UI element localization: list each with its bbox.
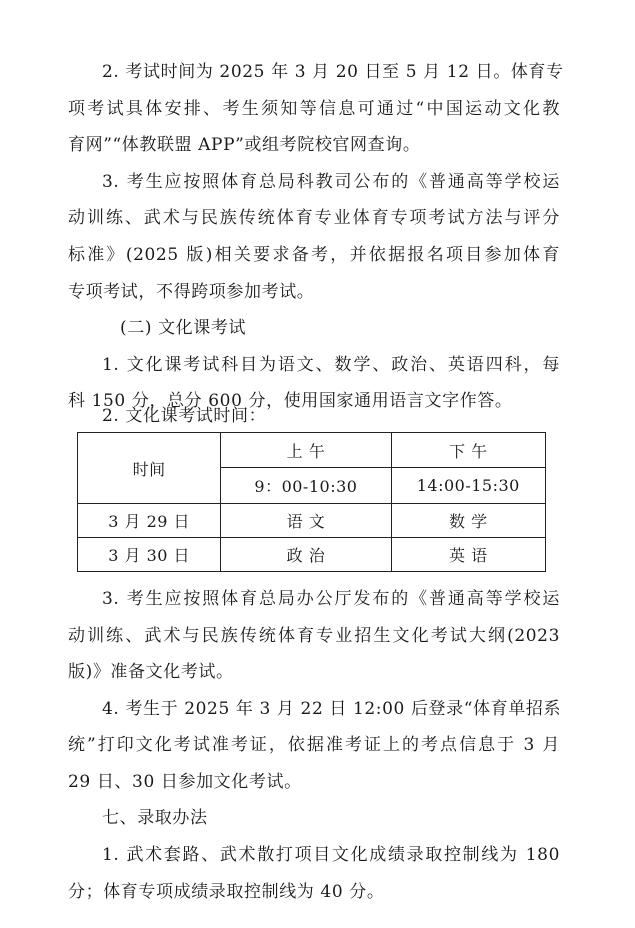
text-line: 版)》准备文化考试。 [68, 662, 234, 682]
table-cell-pm: 数 学 [391, 504, 545, 538]
text-line: 科 150 分，总分 600 分，使用国家通用语言文字作答。 [68, 391, 513, 411]
table-cell-am: 政 治 [221, 538, 391, 572]
table-cell-date: 3 月 30 日 [78, 538, 221, 572]
table-header-am: 上 午 [221, 433, 391, 468]
table-cell-date: 3 月 29 日 [78, 504, 221, 538]
text-line: 2. 文化课考试时间： [102, 406, 267, 426]
table-header-pm-time: 14:00-15:30 [391, 468, 545, 504]
text-line: 1. 文化课考试科目为语文、数学、政治、英语四科，每 [102, 355, 560, 375]
text-line: 3. 考生应按照体育总局科教司公布的《普通高等学校运 [102, 172, 560, 192]
section-heading: 七、录取办法 [102, 808, 208, 828]
text-line: 29 日、30 日参加文化考试。 [68, 772, 302, 792]
table-header-pm: 下 午 [391, 433, 545, 468]
text-line: 项考试具体安排、考生须知等信息可通过“中国运动文化教 [68, 99, 560, 119]
table-header-am-time: 9：00-10:30 [221, 468, 391, 504]
text-line: 分；体育专项成绩录取控制线为 40 分。 [68, 882, 385, 902]
text-line: 3. 考生应按照体育总局办公厅发布的《普通高等学校运 [102, 589, 560, 609]
text-line: 育网”“体教联盟 APP”或组考院校官网查询。 [68, 135, 421, 155]
exam-schedule-table [77, 432, 546, 572]
table-cell-pm: 英 语 [391, 538, 545, 572]
text-line: 动训练、武术与民族传统体育专业体育专项考试方法与评分 [68, 208, 560, 228]
section-heading: (二) 文化课考试 [120, 318, 247, 338]
text-line: 动训练、武术与民族传统体育专业招生文化考试大纲(2023 [68, 626, 560, 646]
text-line: 1. 武术套路、武术散打项目文化成绩录取控制线为 180 [102, 845, 560, 865]
text-line: 标准》(2025 版)相关要求备考，并依据报名项目参加体育 [68, 245, 560, 265]
text-line: 4. 考生于 2025 年 3 月 22 日 12:00 后登录“体育单招系 [102, 699, 562, 719]
table-row [78, 538, 546, 572]
text-line: 2. 考试时间为 2025 年 3 月 20 日至 5 月 12 日。体育专 [102, 62, 564, 82]
table-cell-am: 语 文 [221, 504, 391, 538]
table-row [78, 504, 546, 538]
table-header-row [78, 433, 546, 468]
text-line: 统”打印文化考试准考证，依据准考证上的考点信息于 3 月 [68, 735, 560, 755]
text-line: 专项考试，不得跨项参加考试。 [68, 282, 315, 302]
table-header-time: 时间 [78, 433, 221, 504]
